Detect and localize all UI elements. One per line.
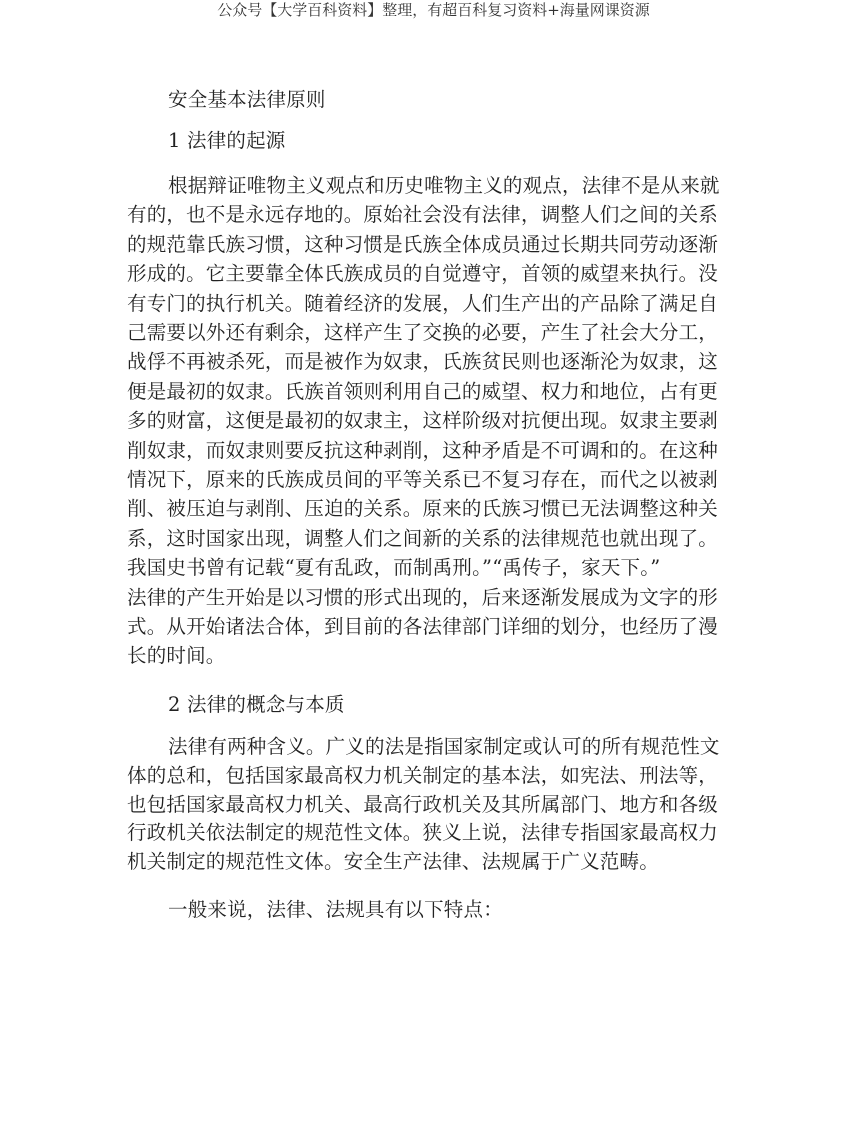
paragraph-line: 式。从开始诸法合体，到目前的各法律部门详细的划分，也经历了漫 xyxy=(127,615,719,638)
paragraph-line: 一般来说，法律、法规具有以下特点： xyxy=(168,898,503,921)
page-header: 公众号【大学百科资料】整理，有超百科复习资料+海量网课资源 xyxy=(217,1,650,19)
paragraph-line: 也包括国家最高权力机关、最高行政机关及其所属部门、地方和各级 xyxy=(127,793,719,816)
paragraph-line: 有的，也不是永远存地的。原始社会没有法律，调整人们之间的关系 xyxy=(127,203,719,226)
paragraph-line: 我国史书曾有记载“夏有乱政，而制禹刑。”“禹传子，家天下。” xyxy=(127,556,661,579)
paragraph-line: 情况下，原来的氏族成员间的平等关系已不复习存在，而代之以被剥 xyxy=(127,468,719,491)
paragraph-line: 多的财富，这便是最初的奴隶主，这样阶级对抗便出现。奴隶主要剥 xyxy=(127,409,719,432)
paragraph-line: 削奴隶，而奴隶则要反抗这种剥削，这种矛盾是不可调和的。在这种 xyxy=(127,439,719,462)
paragraph-line: 便是最初的奴隶。氏族首领则利用自己的威望、权力和地位，占有更 xyxy=(127,380,719,403)
paragraph-line: 行政机关依法制定的规范性文体。狭义上说，法律专指国家最高权力 xyxy=(127,821,719,844)
paragraph-line: 战俘不再被杀死，而是被作为奴隶，氏族贫民则也逐渐沦为奴隶，这 xyxy=(127,350,719,373)
paragraph-line: 己需要以外还有剩余，这样产生了交换的必要，产生了社会大分工， xyxy=(127,321,719,344)
paragraph-line: 的规范靠氏族习惯，这种习惯是氏族全体成员通过长期共同劳动逐渐 xyxy=(127,233,719,256)
paragraph-line: 根据辩证唯物主义观点和历史唯物主义的观点，法律不是从来就 xyxy=(168,174,720,197)
paragraph-line: 有专门的执行机关。随着经济的发展，人们生产出的产品除了满足自 xyxy=(127,292,719,315)
paragraph-line: 削、被压迫与剥削、压迫的关系。原来的氏族习惯已无法调整这种关 xyxy=(127,497,719,520)
document-title: 安全基本法律原则 xyxy=(168,88,326,111)
section-heading: 2 法律的概念与本质 xyxy=(168,693,345,716)
paragraph-line: 长的时间。 xyxy=(127,644,226,667)
paragraph-line: 系，这时国家出现，调整人们之间新的关系的法律规范也就出现了。 xyxy=(127,527,719,550)
paragraph-line: 法律的产生开始是以习惯的形式出现的，后来逐渐发展成为文字的形 xyxy=(127,586,719,609)
paragraph-line: 法律有两种含义。广义的法是指国家制定或认可的所有规范性文 xyxy=(168,735,720,758)
paragraph-line: 机关制定的规范性文体。安全生产法律、法规属于广义范畴。 xyxy=(127,850,659,873)
paragraph-line: 体的总和，包括国家最高权力机关制定的基本法，如宪法、刑法等， xyxy=(127,764,719,787)
section-heading: 1 法律的起源 xyxy=(168,129,286,152)
paragraph-line: 形成的。它主要靠全体氏族成员的自觉遵守，首领的威望来执行。没 xyxy=(127,262,719,285)
